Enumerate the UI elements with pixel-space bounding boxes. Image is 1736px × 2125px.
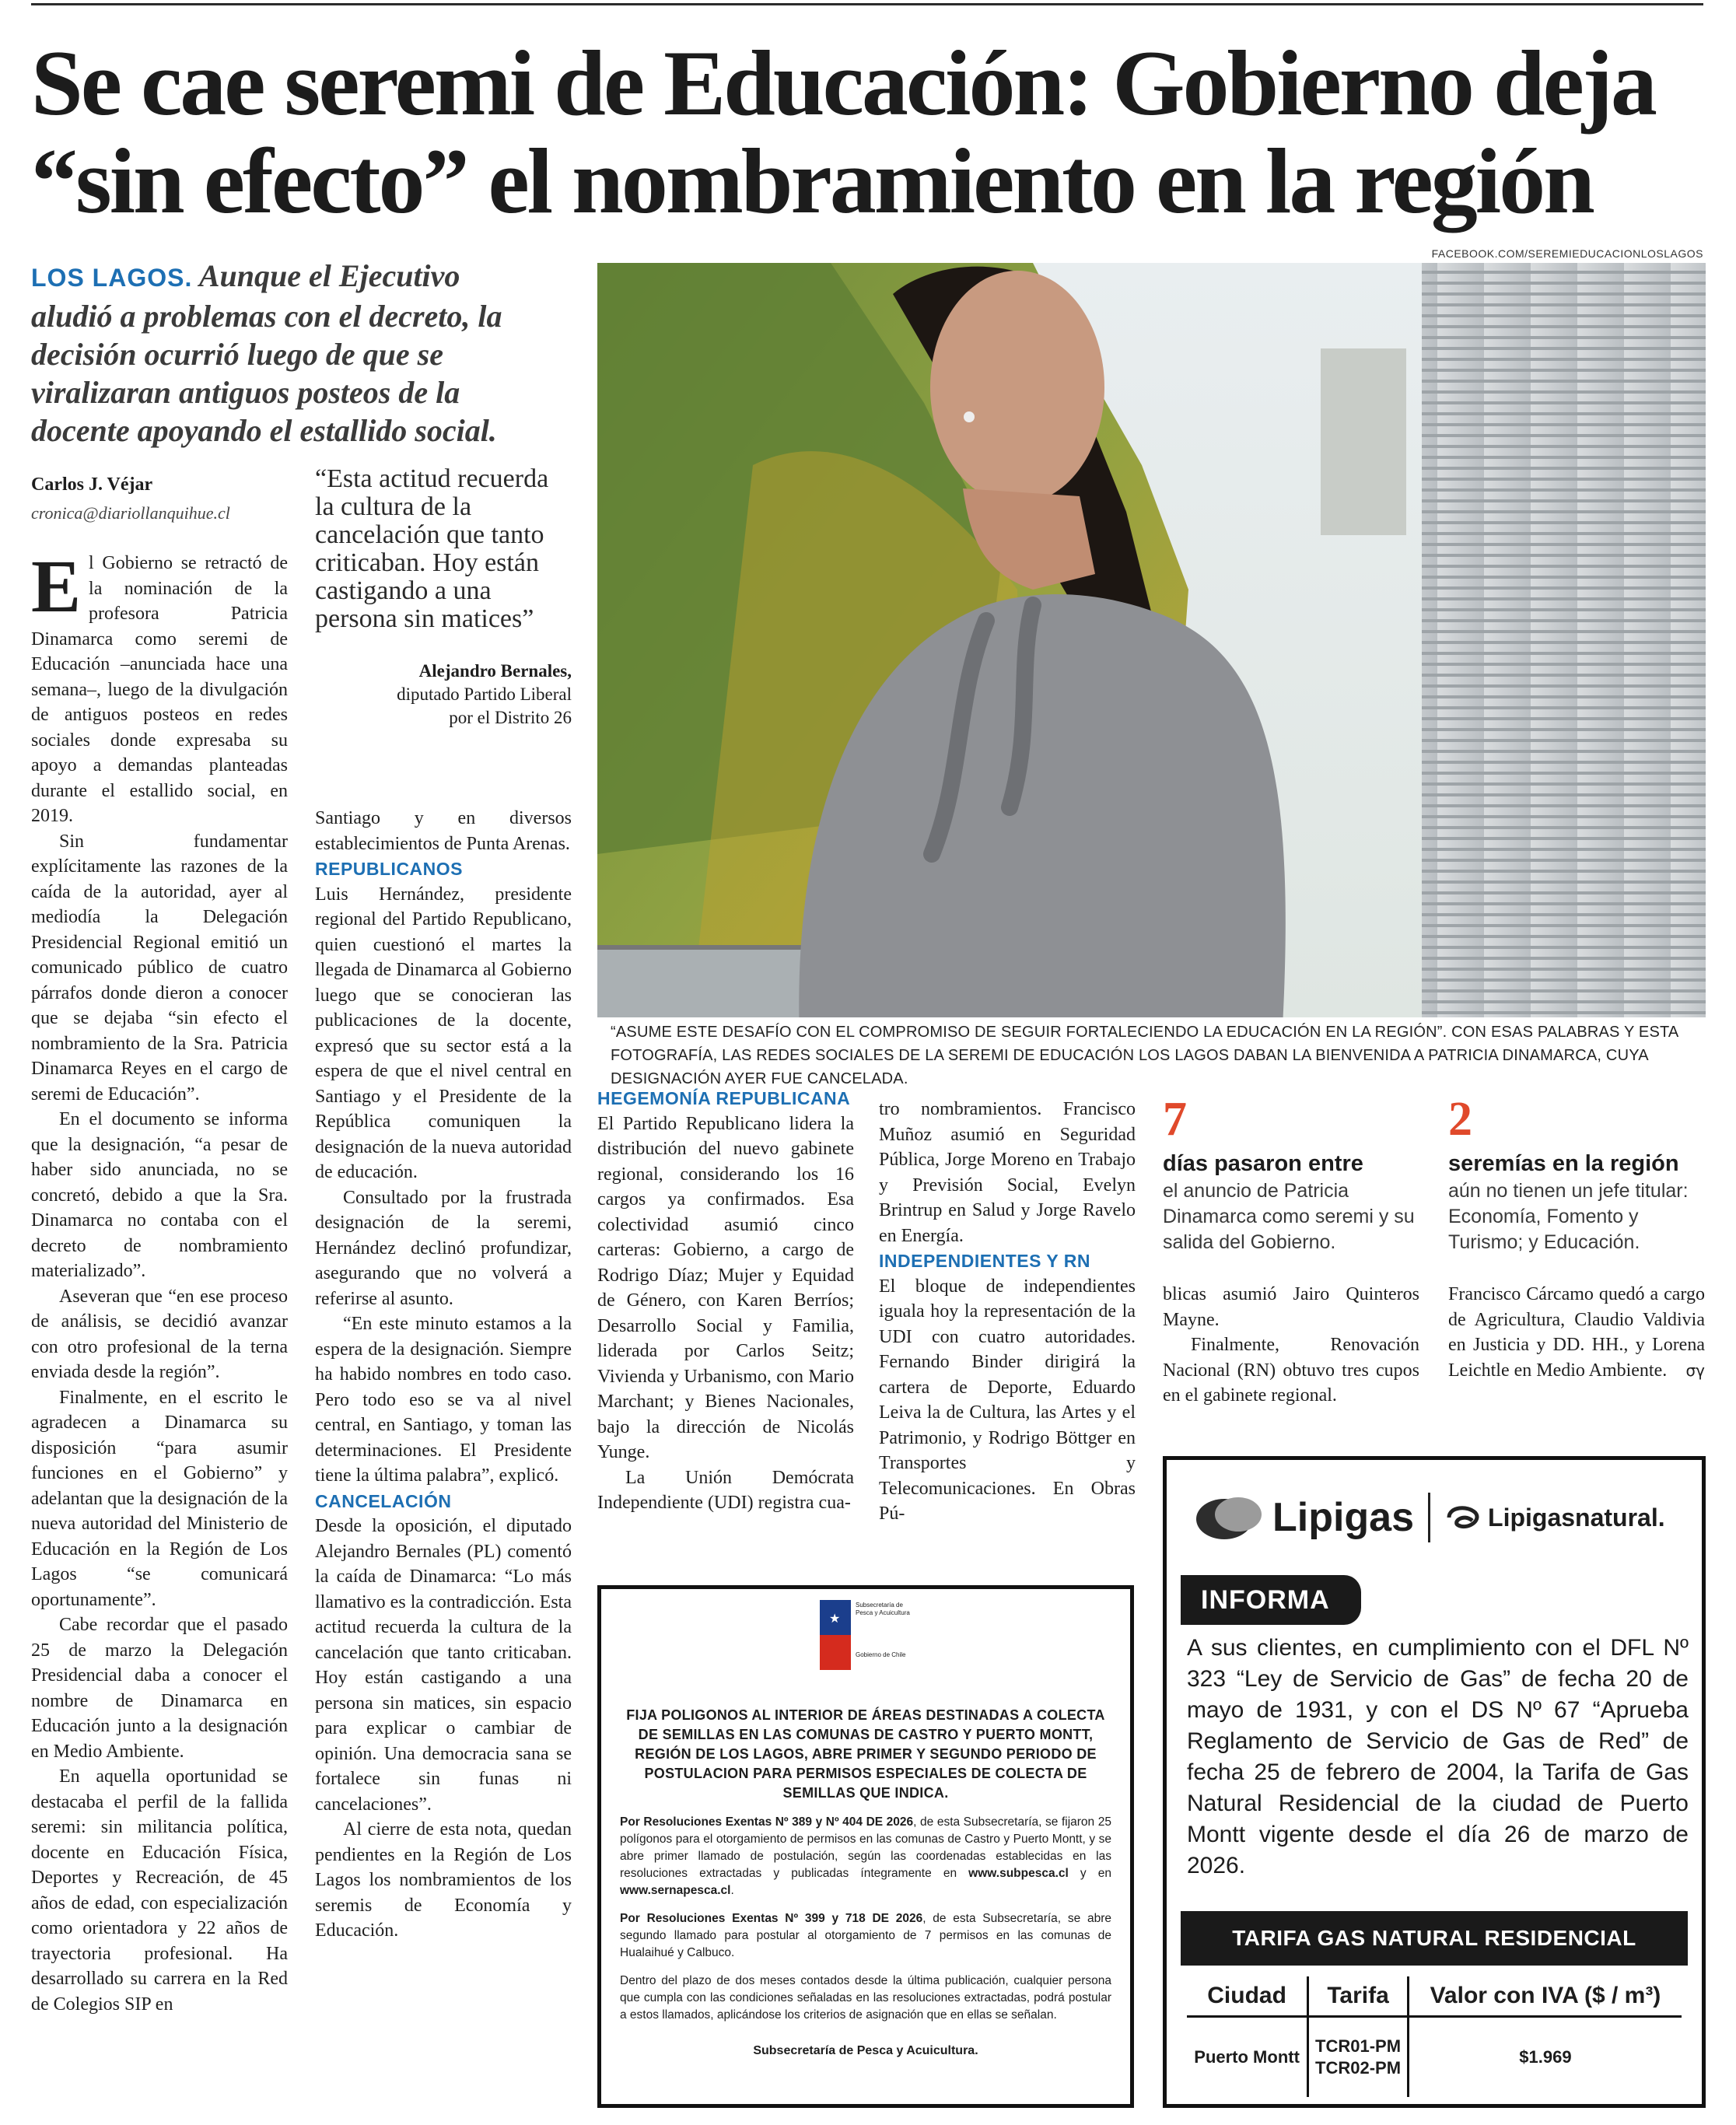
column-header: Valor con IVA ($ / m³) (1408, 1976, 1682, 2017)
byline (31, 474, 303, 523)
stat-number: 2 (1448, 1093, 1472, 1146)
headline: Se cae seremi de Educación: Gobierno deja “sin efecto” el nombramiento en la región (31, 31, 1655, 233)
article-column-6 (1448, 1282, 1705, 1383)
portrait-illustration (597, 263, 1706, 1017)
earring (964, 411, 975, 422)
article-paragraph: En el documento se informa que la designación, “a pesar de haber sido anunciada, no se concretó, debido a que la Sra. Dinamarca no contaba con el decreto de nombramiento materializado”. (31, 1109, 288, 1281)
stat-seremias (1448, 1095, 1705, 1255)
pull-quote-role: diputado Partido Liberal (397, 684, 572, 704)
lipigasnatural-icon (1444, 1502, 1482, 1533)
article-paragraph: Santiago y en diversos establecimientos de Punta Arenas. (315, 808, 572, 854)
article-paragraph: Luis Hernández, presidente regional del Partido Republicano, quien cuestionó el martes la llegada de Dinamarca al Gobierno luego que se conocieran las publicaciones de la docente, expresó que su sector está a la espera de que el nivel central en Santiago y el Presidente de la República comuniquen la designación de la nueva autoridad de educación. (315, 884, 572, 1182)
pull-quote-district: por el Distrito 26 (449, 708, 572, 727)
column-header: Tarifa (1308, 1976, 1409, 2017)
table-row (1187, 2017, 1682, 2098)
stat-description: aún no tienen un jefe titular: Economía, Fomento y Turismo; y Educación. (1448, 1180, 1689, 1253)
building (1321, 348, 1406, 535)
stat-title: días pasaron entre (1163, 1151, 1363, 1176)
stat-title: seremías en la región (1448, 1151, 1679, 1176)
subhead-cancelacion: CANCELACIÓN (315, 1490, 452, 1511)
city-cell: Puerto Montt (1194, 2047, 1300, 2067)
pull-quote-author: Alejandro Bernales, (418, 661, 572, 681)
lead-text: Aunque el Ejecutivo aludió a problemas con el decreto, la decisión ocurrió luego de que se viralizaran antiguos posteos de la docente apoyando el estallido social. (31, 258, 502, 448)
website-link[interactable]: www.sernapesca.cl (620, 1884, 731, 1897)
article-paragraph: Cabe recordar que el pasado 25 de marzo la Delegación Presidencial daba a conocer el nombre de Dinamarca en Educación junto a la designación en Medio Ambiente. (31, 1615, 288, 1762)
article-paragraph: “En este minuto estamos a la espera de la designación. Siempre ha habido nombres en todo caso. Pero todo eso se va al nivel central, en Santiago, y toman las determinaciones. El Presidente tiene la última palabra”, explicó. (315, 1314, 572, 1486)
byline-author: Carlos J. Véjar (31, 474, 153, 495)
photo-caption: “ASUME ESTE DESAFÍO CON EL COMPROMISO DE SEGUIR FORTALECIENDO LA EDUCACIÓN EN LA REGIÓN”. CON ESAS PALABRAS Y ESTA FOTOGRAFÍA, LAS REDES SOCIALES DE LA SEREMI DE EDUCACIÓN LOS LAGOS DABAN LA BIENVENIDA A PATRICIA DINAMARCA, CUYA DESIGNACIÓN AYER FUE CANCELADA. (611, 1024, 1678, 1087)
photo-credit: FACEBOOK.COM/SEREMIEDUCACIONLOSLAGOS (1431, 247, 1703, 260)
government-notice (597, 1585, 1134, 2108)
article-paragraph: blicas asumió Jairo Quinteros Mayne. (1163, 1284, 1419, 1330)
table-header-row (1187, 1976, 1682, 2017)
article-column-1 (31, 544, 288, 2017)
subhead-hegemonia: HEGEMONÍA REPUBLICANA (597, 1088, 851, 1108)
end-mark: σγ (1685, 1360, 1705, 1380)
brand-name: Lipigas (1272, 1495, 1415, 1540)
government-logo (820, 1600, 913, 1686)
tariff-table-title: TARIFA GAS NATURAL RESIDENCIAL (1181, 1911, 1688, 1966)
article-photo (597, 263, 1706, 1017)
notice-title: FIJA POLIGONOS AL INTERIOR DE ÁREAS DESTINADAS A COLECTA DE SEMILLAS EN LAS COMUNAS DE CASTRO Y PUERTO MONTT, REGIÓN DE LOS LAGOS, ABRE PRIMER Y SEGUNDO PERIODO DE POSTULACION PARA PERMISOS ESPECIALES DE COLECTA DE SEMILLAS QUE INDICA. (626, 1707, 1105, 1801)
article-paragraph: Finalmente, Renovación Nacional (RN) obtuvo tres cupos en el gabinete regional. (1163, 1335, 1419, 1406)
logo-text: Subsecretaría de Pesca y Acuicultura (856, 1602, 910, 1616)
face (930, 271, 1104, 504)
stat-number: 7 (1163, 1093, 1187, 1146)
subhead-independientes: INDEPENDIENTES Y RN (879, 1251, 1090, 1271)
star-icon: ★ (829, 1611, 841, 1626)
article-paragraph: Sin fundamentar explícitamente las razones de la caída de la autoridad, ayer al mediodía la Delegación Presidencial Regional emitió un comunicado público de cuatro párrafos donde dieron a conocer que se dejaba “sin efecto el nombramiento de la Sra. Patricia Dinamarca Reyes en el cargo de seremi de Educación”. (31, 831, 288, 1105)
website-link[interactable]: www.subpesca.cl (968, 1867, 1069, 1880)
notice-paragraph: Por Resoluciones Exentas Nº 399 y 718 DE 2026, de esta Subsecretaría, se abre segundo llamado para postular al otorgamiento de 7 permisos en las comunas de Hualaihué y Calbuco. (620, 1912, 1111, 1959)
notice-signature: Subsecretaría de Pesca y Acuicultura. (753, 2044, 978, 2057)
subhead-republicanos: REPUBLICANOS (315, 859, 464, 879)
article-paragraph: Aseveran que “en ese proceso de análisis, se decidió avanzar con otro profesional de la terna enviada desde la región”. (31, 1286, 288, 1382)
article-paragraph: Francisco Cárcamo quedó a cargo de Agricultura, Claudio Valdivia en Justicia y DD. HH., y Lorena Leichtle en Medio Ambiente. σγ (1448, 1282, 1705, 1383)
article-paragraph: La Unión Demócrata Independiente (UDI) registra cua- (597, 1467, 854, 1513)
article-paragraph: El bloque de independientes iguala hoy la representación de la UDI con cuatro autoridades. Fernando Binder dirigirá la cartera de Deporte, Eduardo Leiva la de Cultura, las Artes y el Patrimonio, y Rodrigo Böttger en Transportes y Telecomunicaciones. En Obras Pú- (879, 1276, 1136, 1524)
article-paragraph: tro nombramientos. Francisco Muñoz asumió en Seguridad Pública, Jorge Moreno en Trabajo y Previsión Social, Evelyn Brintrup en Salud y Jorge Ravelo en Energía. (879, 1099, 1136, 1246)
lead-place: LOS LAGOS. (31, 264, 193, 292)
article-column-3 (597, 1086, 854, 1516)
top-rule (31, 3, 1703, 5)
dropcap: E (31, 544, 82, 628)
flame-icon (1190, 1493, 1268, 1542)
price-cell: $1.969 (1408, 2017, 1682, 2098)
logo-text: Gobierno de Chile (856, 1651, 906, 1658)
article-paragraph: El Gobierno se retractó de la nominación de la profesora Patricia Dinamarca como seremi de Educación –anunciada hace una semana–, luego de la divulgación de antiguos posteos en redes sociales donde expresaba su apoyo a demandas planteadas durante el estallido social, en 2019. (31, 544, 288, 826)
article-paragraph: Al cierre de esta nota, quedan pendientes en la Región de Los Lagos los nombramientos de los seremis de Economía y Educación. (315, 1819, 572, 1941)
notice-paragraph: Por Resoluciones Exentas Nº 389 y Nº 404 DE 2026, de esta Subsecretaría, se fijaron 25 polígonos para el otorgamiento de permisos en las comunas de Castro y Puerto Montt, y se abre primer llamado de postulación, según las coordenadas establecidas en las resoluciones extractadas y publicadas íntegramente en www.subpesca.cl y en www.sernapesca.cl. (620, 1815, 1111, 1897)
pull-quote: “Esta actitud recuerda la cultura de la cancelación que tanto criticaban. Hoy están castigando a una persona sin matices” (315, 464, 549, 633)
article-column-4 (879, 1097, 1136, 1527)
notice-paragraph: Dentro del plazo de dos meses contados desde la última publicación, cualquier persona que cumpla con las condiciones señaladas en las resoluciones extractadas, podrá postular a estos llamados, aplicándose los criterios de asignación que en ellas se señalan. (620, 1974, 1111, 2022)
column-header: Ciudad (1187, 1976, 1308, 2017)
article-column-2 (315, 806, 572, 1944)
informa-label: INFORMA (1181, 1575, 1361, 1625)
article-column-5 (1163, 1282, 1419, 1409)
article-paragraph: El Partido Republicano lidera la distribución del nuevo gabinete regional, considerando los 16 cargos ya confirmados. Esa colectividad asumió cinco carteras: Gobierno, a cargo de Rodrigo Díaz; Mujer y Equidad de Género, con Karen Berríos; Desarrollo Social y Familia, liderada por Carlos Seitz; Vivienda y Urbanismo, con Mario Marchant; y Bienes Nacionales, bajo la dirección de Nicolás Yunge. (597, 1113, 854, 1462)
byline-email[interactable]: cronica@diariollanquihue.cl (31, 503, 230, 523)
lipigas-advertisement (1163, 1456, 1706, 2108)
window-shutter (1422, 263, 1706, 1017)
article-paragraph: Desde la oposición, el diputado Alejandro Bernales (PL) comentó la caída de Dinamarca: “Lo más llamativo es la contradicción. Esta actitud recuerda la cultura de la cancelación que tanto criticaban. Hoy están castigando a una persona sin matices, sin espacio para explicar o cambiar de opinión. Una democracia sana se fortalece sin funas ni cancelaciones”. (315, 1516, 572, 1815)
article-paragraph: Finalmente, en el escrito le agradecen a Dinamarca su disposición “para asumir funciones en el Gobierno” y adelantan que la designación de la nueva autoridad del Ministerio de Educación en la Región de Los Lagos “se comunicará oportunamente”. (31, 1387, 288, 1610)
article-paragraph: En aquella oportunidad se destacaba el perfil de la fallida seremi: sin militancia política, docente en Educación Física, Deportes y Recreación, de 45 años de edad, con especialización como orientadora y 22 años de trayectoria profesional. Ha desarrollado su carrera en la Red de Colegios SIP en (31, 1766, 288, 2015)
article-paragraph: Consultado por la frustrada designación de la seremi, Hernández declinó profundizar, asegurando que no volverá a referirse al asunto. (315, 1187, 572, 1309)
ad-notice-text: A sus clientes, en cumplimiento con el DFL Nº 323 “Ley de Servicio de Gas” de fecha 20 de mayo de 1931, y con el DS Nº 67 “Aprueba Reglamento de Servicio de Gas de Red” de fecha 25 de febrero de 2004, la Tarifa de Gas Natural Residencial de la ciudad de Puerto Montt vigente desde el día 26 de marzo de 2026. (1187, 1635, 1689, 1878)
tariff-table (1187, 1976, 1682, 2097)
stat-days (1163, 1095, 1419, 1255)
tariff-code-cell: TCR01-PM TCR02-PM (1308, 2017, 1409, 2098)
brand-name-natural: Lipigasnatural. (1488, 1503, 1665, 1532)
pull-quote-attribution (315, 660, 572, 730)
lead-paragraph (31, 257, 544, 450)
stat-description: el anuncio de Patricia Dinamarca como seremi y su salida del Gobierno. (1163, 1180, 1415, 1253)
lipigas-logo (1190, 1493, 1665, 1542)
